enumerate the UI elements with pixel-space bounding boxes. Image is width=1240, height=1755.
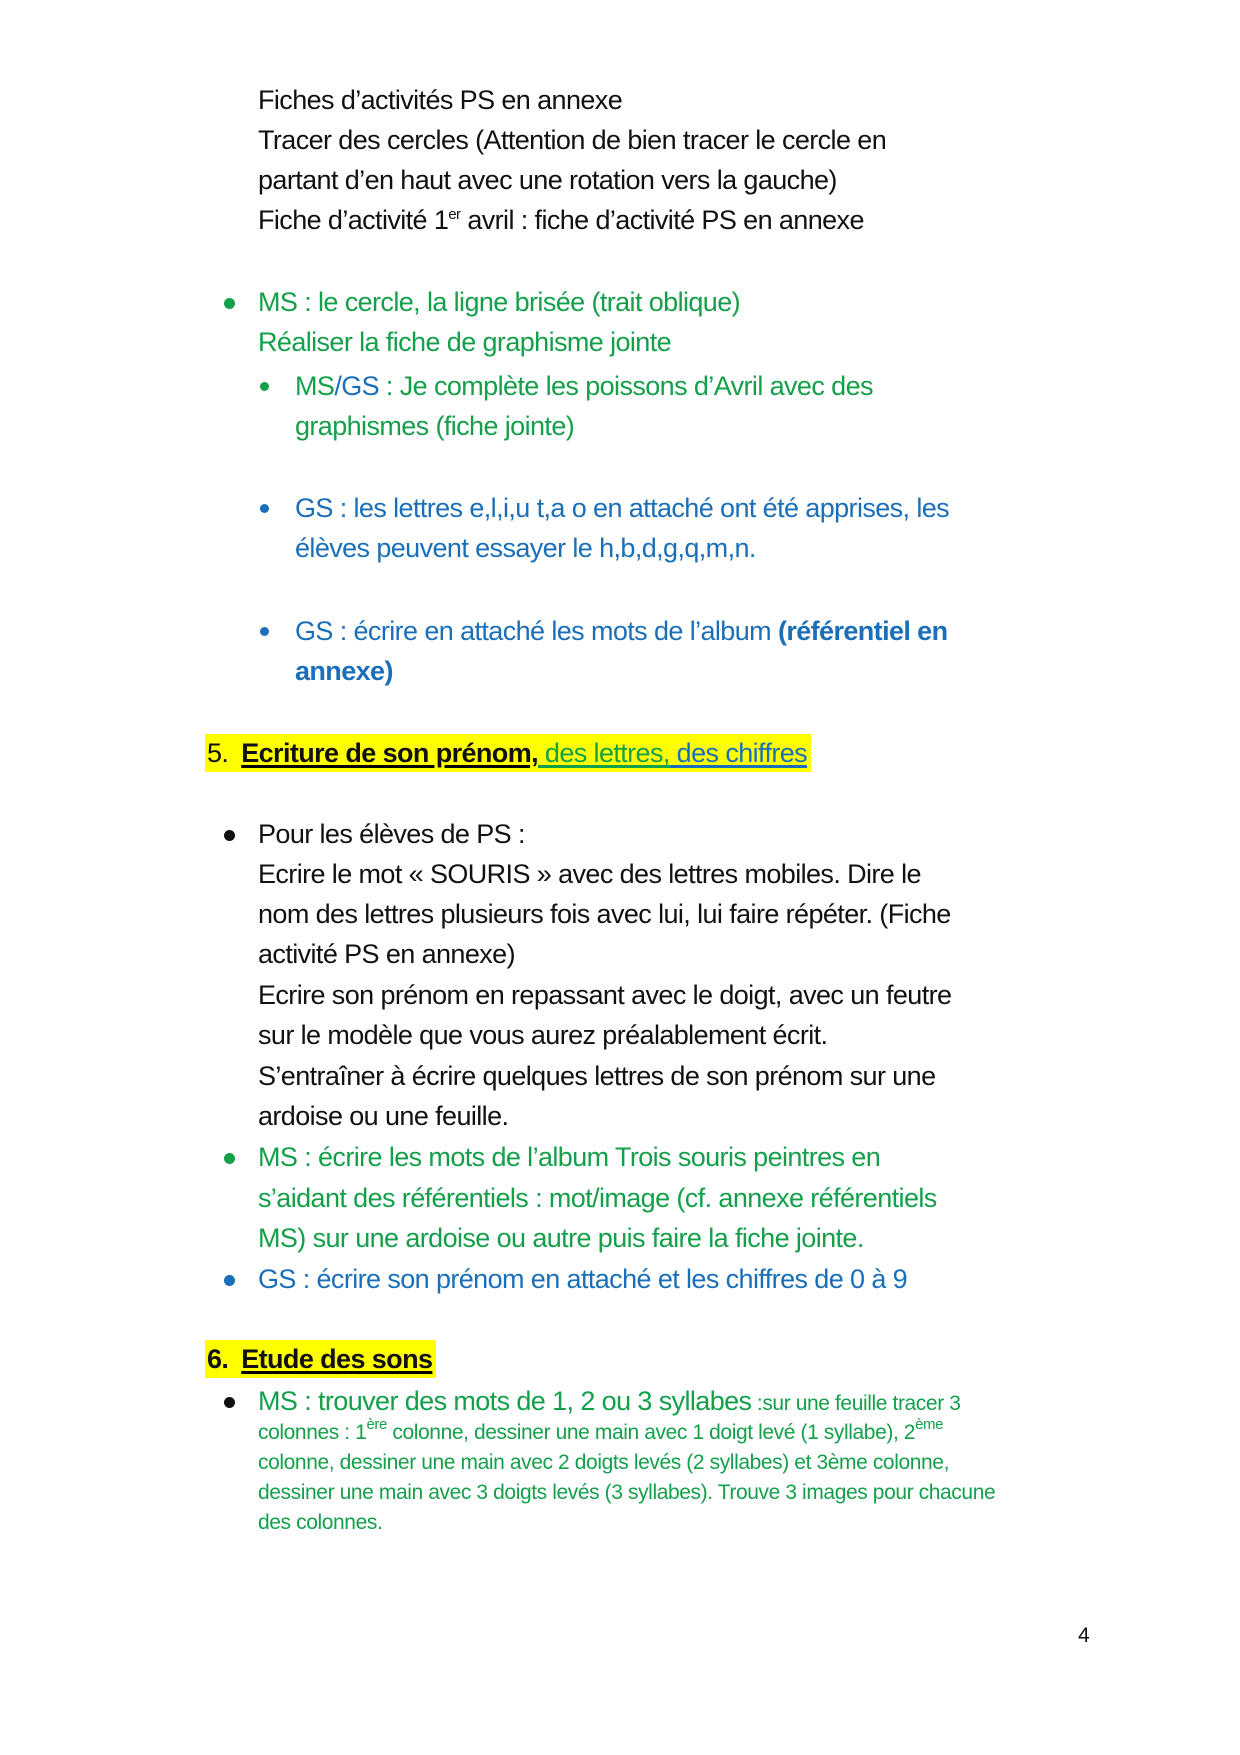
ms-graphisme-line-1: MS : le cercle, la ligne brisée (trait oblique) (258, 287, 741, 317)
section-5-title-green: des lettres, (538, 738, 670, 768)
section-6-title: Etude des sons (241, 1344, 433, 1374)
ps-block-line-4: activité PS en annexe) (258, 939, 515, 969)
ps-block-line-2: Ecrire le mot « SOURIS » avec des lettres mobiles. Dire le (258, 859, 921, 889)
ps-block-line-8: ardoise ou une feuille. (258, 1101, 509, 1131)
ps-intro-line-4 (258, 202, 864, 238)
ps-intro-line-4-b: avril : fiche d’activité PS en annexe (460, 205, 864, 235)
ps-block-line-5: Ecrire son prénom en repassant avec le doigt, avec un feutre (258, 980, 952, 1010)
ps-block-line-3: nom des lettres plusieurs fois avec lui, lui faire répéter. (Fiche (258, 899, 951, 929)
ms-syllabes-line-1 (258, 1383, 961, 1419)
ms-syllabes-line-3: colonne, dessiner une main avec 2 doigts levés (2 syllabes) et 3ème colonne, (258, 1451, 950, 1474)
msgs-gs-label: /GS (334, 371, 380, 401)
ms-syllabes-line-2 (258, 1418, 943, 1448)
ms-syllabes-line-2-b: colonne, dessiner une main avec 1 doigt levé (1 syllabe), 2 (386, 1421, 916, 1444)
bullet-icon (224, 1275, 235, 1286)
section-5-heading (205, 734, 811, 772)
ps-intro-line-3: partant d’en haut avec une rotation vers la gauche) (258, 165, 837, 195)
gs-letters-line-2: élèves peuvent essayer le h,b,d,g,q,m,n. (295, 533, 756, 563)
page-number: 4 (1078, 1624, 1090, 1647)
section-6-number: 6. (207, 1344, 229, 1374)
bullet-icon (260, 504, 269, 513)
bullet-icon (224, 1397, 235, 1408)
section-6-heading (205, 1340, 436, 1378)
bullet-icon (224, 1153, 235, 1164)
ms-syllabes-lead-small: :sur une feuille tracer 3 (751, 1392, 961, 1415)
msgs-ms-label: MS (295, 371, 335, 401)
bullet-icon (260, 627, 269, 636)
ps-intro-line-4-a: Fiche d’activité 1 (258, 205, 449, 235)
ms-album-line-1: MS : écrire les mots de l’album Trois souris peintres en (258, 1142, 881, 1172)
gs-album-ref: (référentiel en (777, 616, 948, 646)
bullet-icon (260, 382, 269, 391)
ms-album-line-3: MS) sur une ardoise ou autre puis faire la fiche jointe. (258, 1223, 864, 1253)
ms-album-line-2: s’aidant des référentiels : mot/image (cf. annexe référentiels (258, 1183, 937, 1213)
ms-graphisme-line-2: Réaliser la fiche de graphisme jointe (258, 327, 672, 357)
gs-album-line-2: annexe) (295, 656, 393, 686)
gs-prenom-line-1: GS : écrire son prénom en attaché et les chiffres de 0 à 9 (258, 1264, 908, 1294)
ms-syllabes-sup-2: ème (915, 1416, 944, 1433)
ps-intro-line-2: Tracer des cercles (Attention de bien tracer le cercle en (258, 125, 887, 155)
ps-block-line-7: S’entraîner à écrire quelques lettres de son prénom sur une (258, 1061, 936, 1091)
ps-intro-line-4-sup: er (448, 206, 461, 223)
section-5-title-blue: des chiffres (669, 738, 808, 768)
bullet-icon (224, 830, 235, 841)
ms-syllabes-line-4: dessiner une main avec 3 doigts levés (3 syllabes). Trouve 3 images pour chacune (258, 1481, 996, 1504)
gs-album-text: GS : écrire en attaché les mots de l’album (295, 616, 778, 646)
msgs-item-line-2: graphismes (fiche jointe) (295, 411, 575, 441)
section-5-title-black: Ecriture de son prénom, (241, 738, 539, 768)
ms-syllabes-line-2-a: colonnes : 1 (258, 1421, 367, 1444)
ms-syllabes-lead: MS : trouver des mots de 1, 2 ou 3 syllabes (258, 1386, 752, 1416)
ps-intro-line-1: Fiches d’activités PS en annexe (258, 85, 623, 115)
gs-album-line-1 (295, 613, 948, 649)
gs-letters-line-1: GS : les lettres e,l,i,u t,a o en attaché ont été apprises, les (295, 493, 950, 523)
msgs-item-line-1 (295, 368, 873, 404)
ps-block-line-1: Pour les élèves de PS : (258, 819, 525, 849)
bullet-icon (224, 298, 235, 309)
ps-block-line-6: sur le modèle que vous aurez préalablement écrit. (258, 1020, 828, 1050)
ms-syllabes-line-5: des colonnes. (258, 1511, 383, 1534)
section-5-number: 5. (207, 738, 229, 768)
ms-syllabes-sup-1: ère (366, 1416, 387, 1433)
msgs-rest: : Je complète les poissons d’Avril avec des (379, 371, 873, 401)
